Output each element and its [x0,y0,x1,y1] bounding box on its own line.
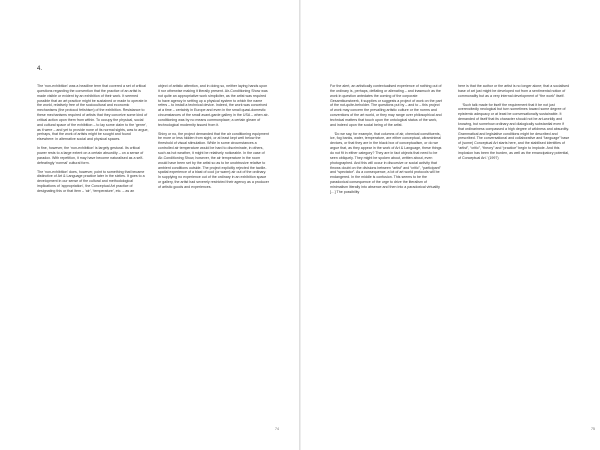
paragraph: here is that the author or the artist is no longer alone; that a socialised base of art just might be developed not from a sentimental notion of commonality but as a very internal development of “the work” itself. [458,84,570,98]
right-page [301,0,600,450]
page-number-right: 75 [591,427,595,431]
text-column-4 [458,84,570,165]
text-column-3 [330,84,442,199]
text-column-2 [158,84,270,194]
paragraph: object of artistic attention, and in doing so, neither laying hands upon it nor otherwise making it literally present. Air-Conditioning Show was not quite an appropriative work simpliciter, as the artist was required to have agency in setting up a physical system to which the name refers – to install a technical device. Indeed, the work was conceived at a time – certainly in Europe and even in the small quasi-domestic circumstances of the small avant-garde gallery in the USA – when air-conditioning was by no means commonplace; a certain gleam of technological modernity issued from it. [158,84,269,127]
text-column-1 [37,84,149,198]
section-number: 4. [37,66,43,72]
page-number-left: 74 [275,427,279,431]
paragraph: For the alert, an artistically contextualised experience of nothing out of the ordinary is, perhaps, deflating or alienating – and inasmuch as the work in question antedates the coming of the corporate Gesamtkunstwerk, it supplies or suggests a project of work on the part of the not-quite-beholder. The questions put by – and to – this project of work may concern the prevailing artistic culture or the norms and conventions of the art world, or they may range over philosophical and technical matters that touch upon the ontological status of the work, and indeed upon the social being of the artist. [330,84,442,127]
paragraph: The ‘non-exhibition’ does, however, point to something that became distinctive of Art & Language practice later in the sixties. It goes to a development in our sense of the cultural and methodological implications of ‘appropriation’, the Conceptual Art practice of designating this or that item – ‘air’, ‘temperature’, etc. – as an [37,169,145,193]
paragraph: ‘Do we say, for example, that columns of air, chemical constituents, ice, fog banks, water, temperature, are either conceptual, ultraminimal devices, or that they are in the black box of conceptualism, or do we argue that, as they appear in the work of Art & Language, these things do not fit in either category? They are in fact objects that need to be seen obliquely. They might be spoken about, written about, even photographed. And this will occur in discursive or social activity that throws doubt on the divisions between “artist” and “critic”, “participant” and “spectator”. As a consequence, a lot of art world protocols will be endangered. In the middle is confusion. This seems to be the paradoxical consequence of the urge to drive the literalism of minimalism literally into absence and then into a paradoxical virtuality […] The possibility [330,131,442,194]
paragraph: ‘Such talk made for itself the requirement that it be not just overexcitedly neological but turn sometimes toward some degree of epistemic adequacy or at least be conversationally sustainable. It demanded of itself that its character should not be art-worldly and knowing, but somehow ordinary and dialogically substantial even if that ordinariness compassed a high degree of wildness and absurdity. Grammatical and legislative conditions might be described and prescribed. The conversational and collaborative and “language” base of (some) Conceptual Art starts here, and the stabilised identities of “artist”, “critic”, “theory” and “practice” begin to implode. And this implosion has been the burden, as well as the emancipatory potential, of Conceptual Art.’ (1997) [458,102,570,160]
paragraph: The ‘non-exhibition’ was a headline term that covered a set of critical questions regarding the convention that the practice of an artist is made visible or evident by an exhibition of their work. It seemed possible that an art practice might be sustained or made to operate in the world, relatively free of the sociocultural and economic mechanisms (the protocol fetishism) of the exhibition. Resistance to these mechanisms required of artists that they conceive some kind of critical action upon them from within. To occupy the physical, social and cultural space of the exhibition – to lay some claim to the ‘genre’, as it were – and yet to provide none of its normal sights, was to argue, perhaps, that the work of artists might be sought and found elsewhere: in alternative social and physical spaces. [37,84,149,142]
paragraph: In fine, however, the ‘non-exhibition’ is largely gestural. Its critical power rests to a large extent on a certain absurdity – on a sense of paradox. With repetition, it may have become naturalised as a self-defeatingly ‘normal’ cultural form. [37,146,144,165]
paragraph: Shiny or no, the project demanded that the air conditioning equipment be more or less hidden from sight, or at least kept well below the threshold of visual stimulation. While in some circumstances a controlled air temperature would be hard to discriminate, in others, such as hot weather, it might be relatively noticeable. In the case of Air-Conditioning Show, however, the air temperature in the room would have been set by the artist so as to be unobtrusive relative to ambient conditions outside. The project explicitly rejected the tactile-spatial experience of a blast of cool (or warm) air out of the ordinary. In supplying no experience out of the ordinary in an exhibition space or gallery, the artist had severely restricted their agency as a producer of artistic goods and experiences. [158,131,269,189]
left-page [0,0,299,450]
